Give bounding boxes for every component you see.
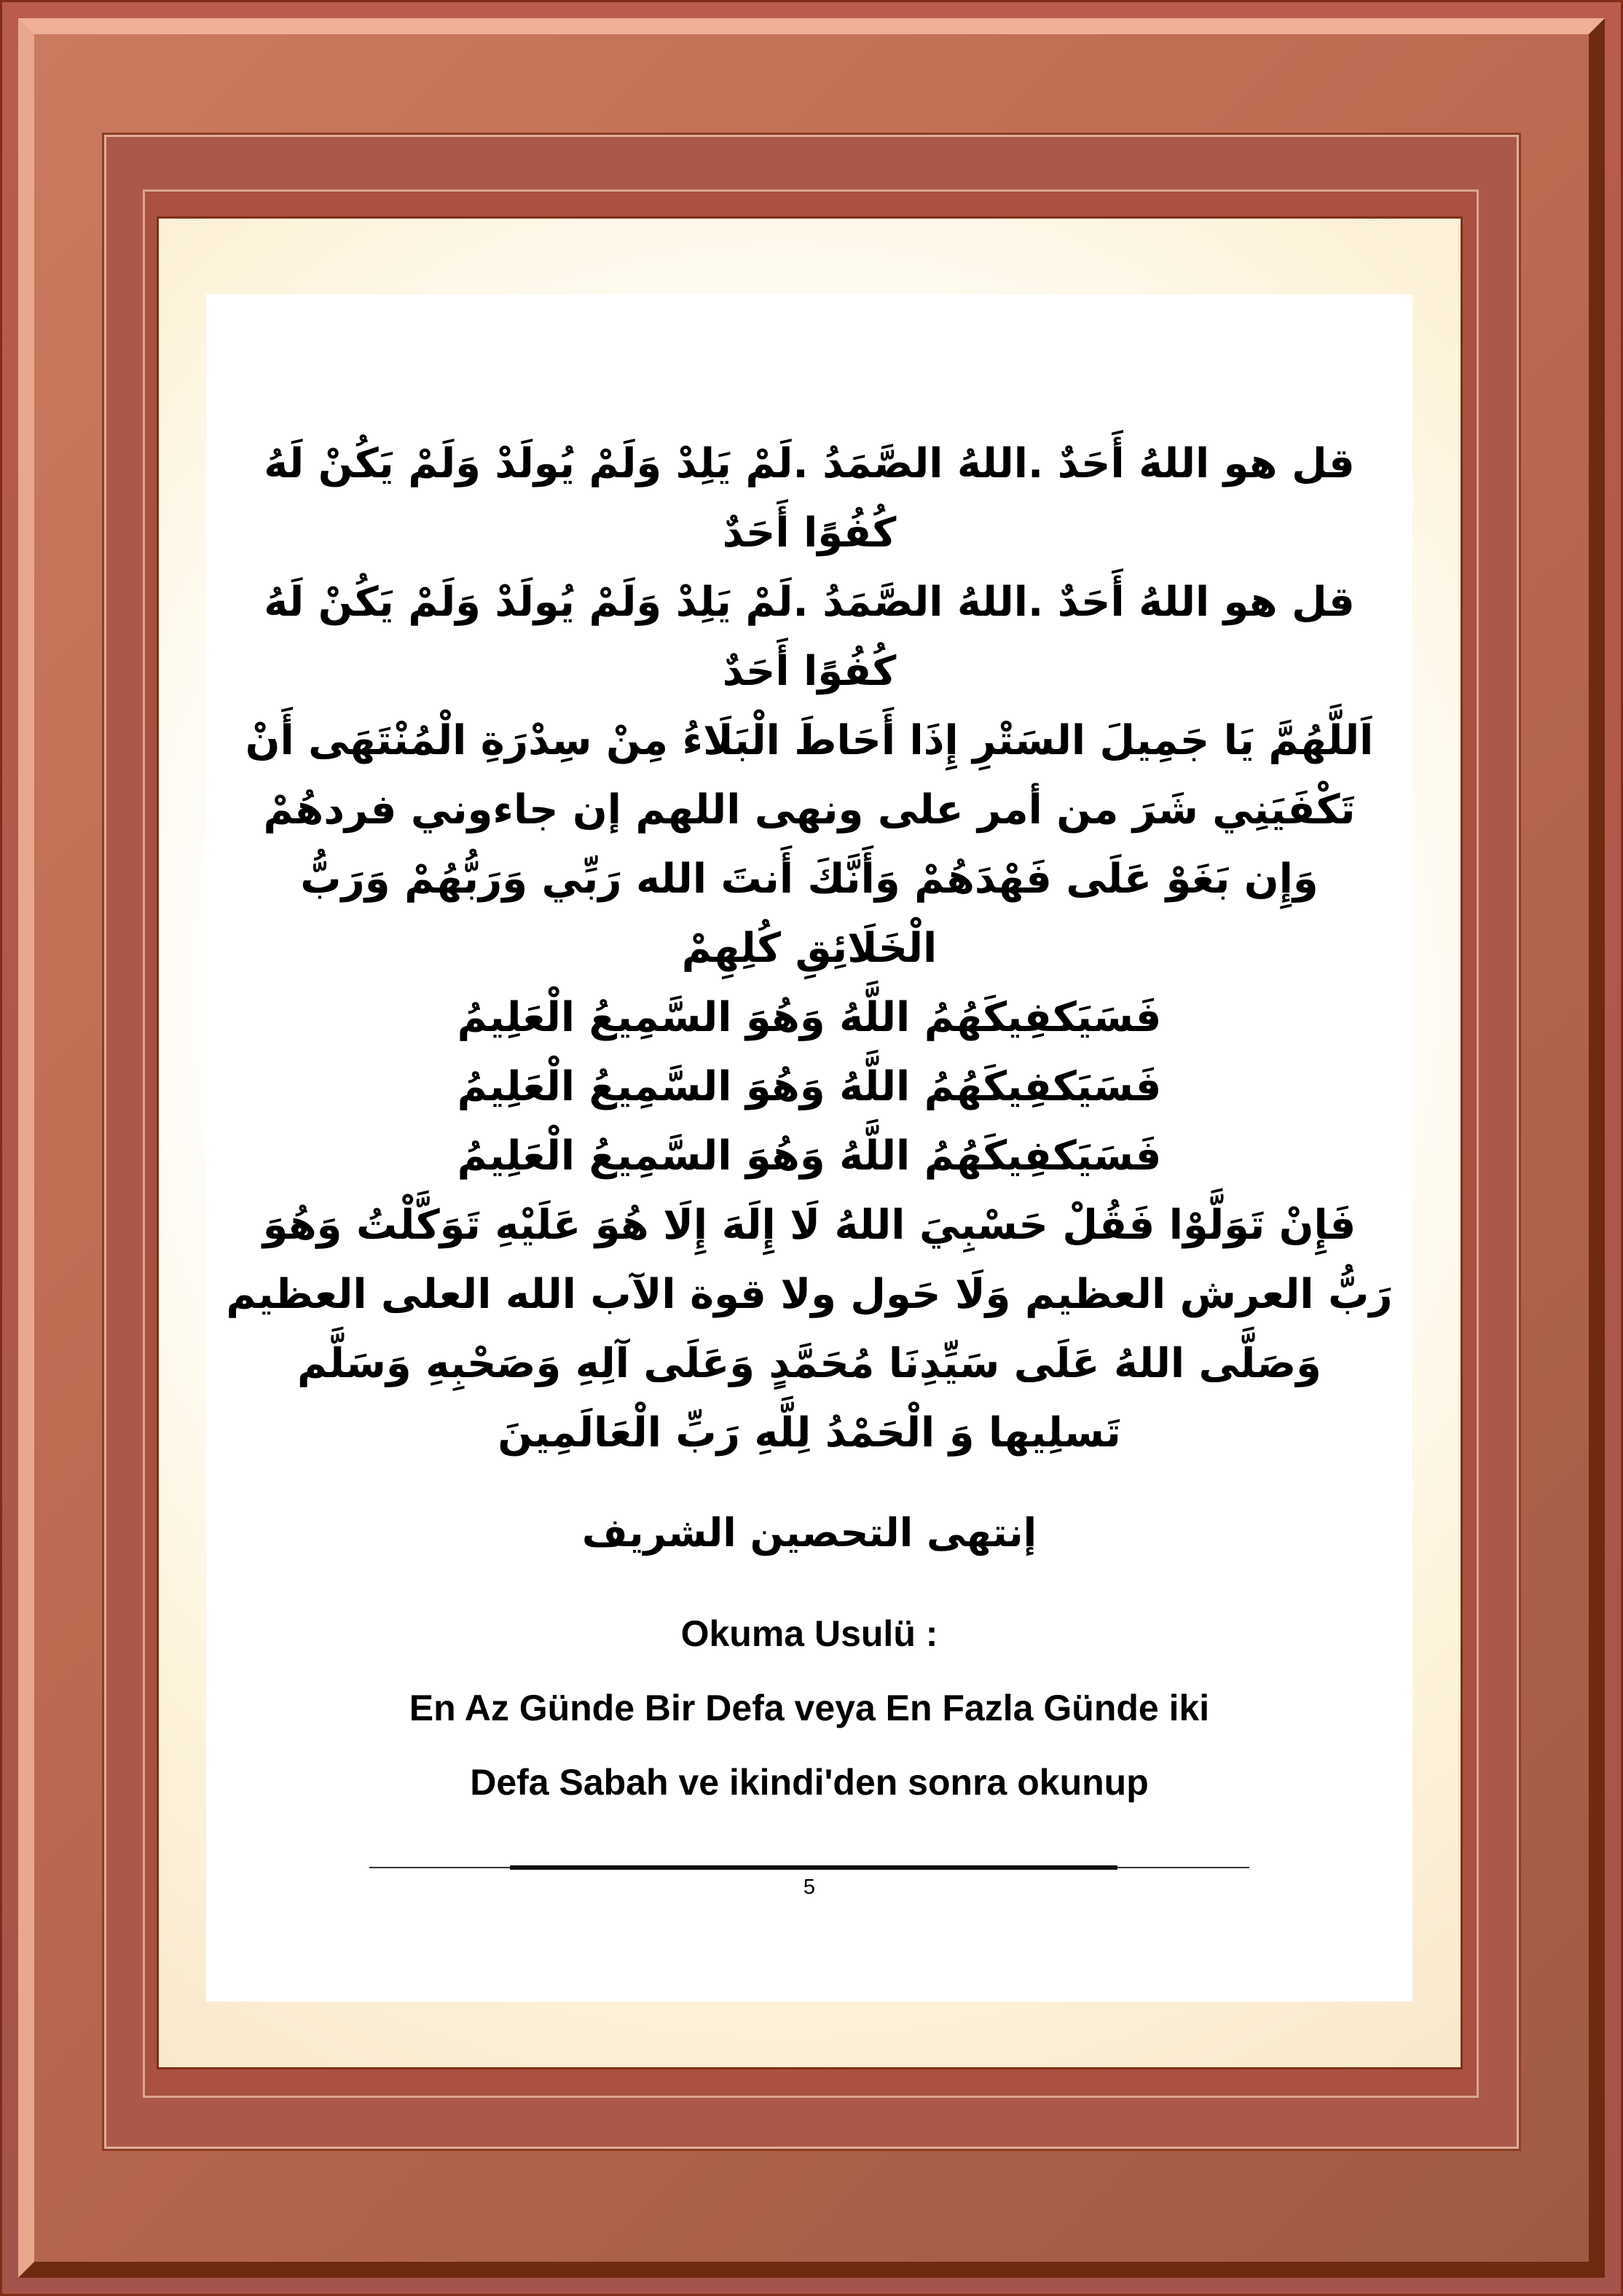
arabic-text-row: رَبُّ العرش العظيم وَلَا حَول ولا قوة الآب الله العلى العظيم: [226, 1271, 1393, 1318]
arabic-text-row: وَصَلَّى اللهُ عَلَى سَيِّدِنَا مُحَمَّدٍ وَعَلَى آلِهِ وَصَحْبِهِ وَسَلَّم: [297, 1340, 1321, 1387]
arabic-text-row: فَسَيَكفِيكَهُمُ اللَّهُ وَهُوَ السَّمِيعُ الْعَلِيمُ: [457, 1063, 1162, 1110]
arabic-text-row: فَسَيَكفِيكَهُمُ اللَّهُ وَهُوَ السَّمِيعُ الْعَلِيمُ: [457, 994, 1162, 1041]
instructions-title: Okuma Usulü :: [680, 1613, 938, 1654]
arabic-text-row: كُفُوًا أَحَدٌ: [722, 648, 897, 695]
arabic-text-row: الْخَلَائِقِ كُلِهِمْ: [681, 925, 938, 972]
arabic-text-row: فَإِنْ تَوَلَّوْا فَقُلْ حَسْبِيَ اللهُ لَا إِلَهَ إِلَا هُوَ عَلَيْهِ تَوَكَّلْتُ وَهُوَ: [262, 1202, 1356, 1249]
arabic-text-row: اَللَّهُمَّ يَا جَمِيلَ السَتْرِ إِذَا أَحَاطَ الْبَلَاءُ مِنْ سِدْرَةِ الْمُنْتَهَى أَنْ: [245, 717, 1374, 764]
instructions-block: [206, 1596, 1412, 1819]
instructions-line: En Az Günde Bir Defa veya En Fazla Günde iki: [409, 1688, 1210, 1728]
page-content: [206, 294, 1412, 1819]
arabic-text-row: وَإِن بَغَوْ عَلَى فَهْدَهُمْ وَأَنَّكَ أَنتَ الله رَبِّي وَرَبُّهُمْ وَرَبُّ: [300, 855, 1319, 903]
arabic-text-row: فَسَيَكفِيكَهُمُ اللَّهُ وَهُوَ السَّمِيعُ الْعَلِيمُ: [457, 1132, 1162, 1180]
arabic-text-row: قل هو اللهُ أَحَدٌ .اللهُ الصَّمَدُ .لَمْ يَلِدْ وَلَمْ يُولَدْ وَلَمْ يَكُنْ لَهُ: [264, 579, 1355, 626]
arabic-text-row: تَسلِيها وَ الْحَمْدُ لِلَّهِ رَبِّ الْعَالَمِينَ: [498, 1409, 1121, 1457]
footer-rule-thick-segment: [510, 1865, 1117, 1870]
arabic-text-row: تَكْفَيَنِي شَرَ من أمر على ونهى اللهم إن جاءوني فردهُمْ: [263, 786, 1356, 834]
closing-line: إنتهى التحصين الشريف: [581, 1510, 1037, 1556]
frame-mat: [157, 216, 1463, 2069]
page-footer: [206, 1867, 1412, 1900]
page-number: 5: [803, 1876, 816, 1899]
instructions-line: Defa Sabah ve ikindi'den sonra okunup: [470, 1762, 1149, 1803]
arabic-text-row: كُفُوًا أَحَدٌ: [722, 509, 897, 557]
arabic-text-row: قل هو اللهُ أَحَدٌ .اللهُ الصَّمَدُ .لَمْ يَلِدْ وَلَمْ يُولَدْ وَلَمْ يَكُنْ لَهُ: [264, 440, 1355, 487]
document-page: [206, 294, 1412, 2002]
footer-rule: [369, 1867, 1250, 1868]
